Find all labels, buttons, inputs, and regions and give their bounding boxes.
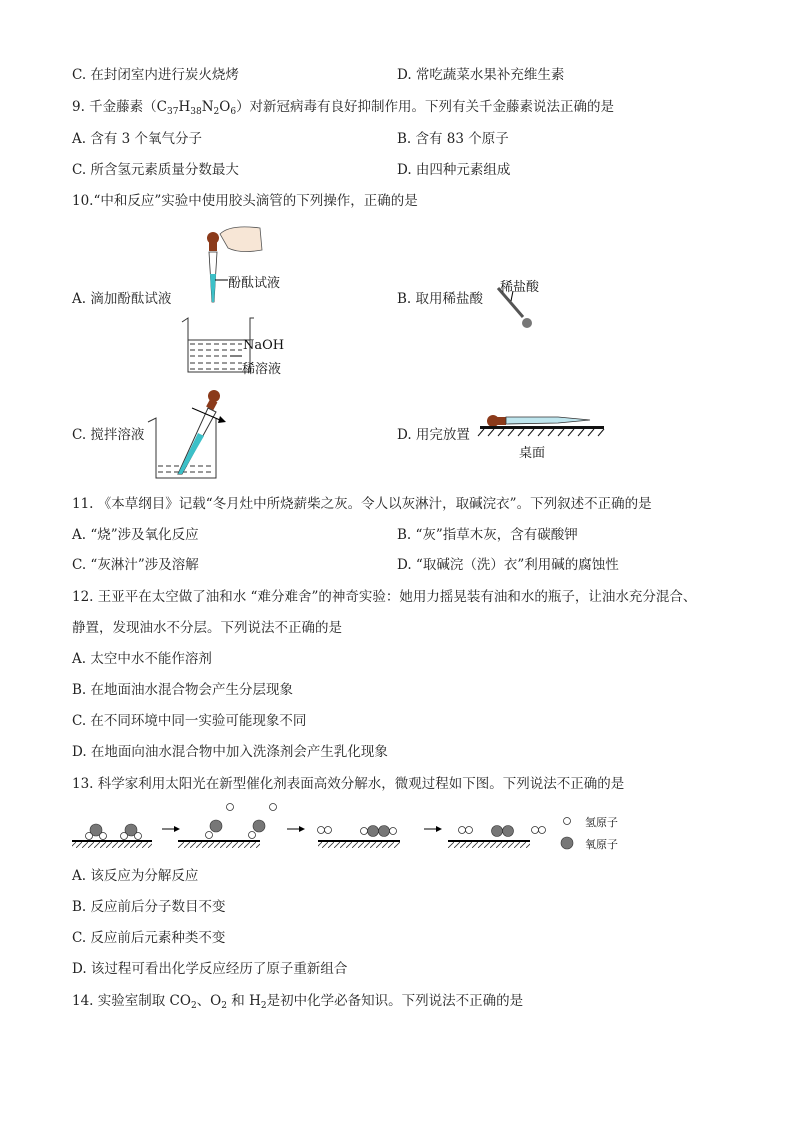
- q10-stem: 10.“中和反应”实验中使用胶头滴管的下列操作，正确的是: [72, 193, 418, 209]
- q11-stem: 11. 《本草纲目》记载“冬月灶中所烧薪柴之灰。令人以灰淋汁，取碱浣衣”。下列叙述不正确的是: [72, 496, 652, 512]
- q12-stem-line1: 12. 王亚平在太空做了油和水 “难分难舍”的神奇实验：她用力摇晃装有油和水的瓶子，让油水充分混合、: [72, 589, 697, 605]
- q9-option-a: A. 含有 3 个氧气分子: [72, 131, 203, 147]
- q10-option-b: B. 取用稀盐酸: [397, 291, 484, 307]
- dropper-stirring-figure: [148, 388, 238, 483]
- q14-stem: 14. 实验室制取 $CO_2$、$O_2$ 和 $H_2$是初中化学必备知识。下列说法不正确的是: [72, 993, 524, 1011]
- legend-oxygen-atom: 氧原子: [585, 838, 618, 851]
- q9-option-d: D. 由四种元素组成: [397, 162, 511, 178]
- dilute-solution-label: 稀溶液: [242, 362, 282, 377]
- q11-option-d: D. “取碱浣（洗）衣”利用碱的腐蚀性: [397, 557, 619, 573]
- q13-option-a: A. 该反应为分解反应: [72, 868, 199, 884]
- water-decomposition-figure: [70, 800, 630, 855]
- q13-option-b: B. 反应前后分子数目不变: [72, 899, 226, 915]
- legend-hydrogen-atom: 氢原子: [585, 816, 618, 829]
- q12-stem-line2: 静置，发现油水不分层。下列说法不正确的是: [72, 620, 342, 636]
- naoh-label: NaOH: [243, 338, 285, 353]
- q12-option-b: B. 在地面油水混合物会产生分层现象: [72, 682, 294, 698]
- q9-option-c: C. 所含氢元素质量分数最大: [72, 162, 239, 178]
- q11-option-c: C. “灰淋汁”涉及溶解: [72, 557, 199, 573]
- q12-option-a: A. 太空中水不能作溶剂: [72, 651, 212, 667]
- dropper-on-table-figure: [478, 413, 608, 438]
- q12-option-d: D. 在地面向油水混合物中加入洗涤剂会产生乳化现象: [72, 744, 388, 760]
- table-label: 桌面: [519, 446, 546, 461]
- q13-option-d: D. 该过程可看出化学反应经历了原子重新组合: [72, 961, 348, 977]
- q10-option-c: C. 搅拌溶液: [72, 427, 145, 443]
- q8-option-d: D. 常吃蔬菜水果补充维生素: [397, 67, 565, 83]
- q9-option-b: B. 含有 83 个原子: [397, 131, 509, 147]
- q9-stem: 9. 千金藤素$(C_{37}H_{38}N_2O_6)$对新冠病毒有良好抑制作用。下列有关千金藤素说法正确的是: [72, 99, 615, 117]
- q11-option-a: A. “烧”涉及氧化反应: [72, 527, 199, 543]
- q13-option-c: C. 反应前后元素种类不变: [72, 930, 226, 946]
- q10-option-d: D. 用完放置: [397, 427, 470, 443]
- dilute-hcl-label: 稀盐酸: [500, 280, 540, 295]
- q10-option-a: A. 滴加酚酞试液: [72, 291, 172, 307]
- q13-stem: 13. 科学家利用太阳光在新型催化剂表面高效分解水，微观过程如下图。下列说法不正确的是: [72, 776, 625, 792]
- dropper-over-beaker-figure: [180, 222, 300, 382]
- q8-option-c: C. 在封闭室内进行炭火烧烤: [72, 67, 239, 83]
- phenolphthalein-label: 酚酞试液: [228, 276, 281, 291]
- q11-option-b: B. “灰”指草木灰，含有碳酸钾: [397, 527, 578, 543]
- q12-option-c: C. 在不同环境中同一实验可能现象不同: [72, 713, 307, 729]
